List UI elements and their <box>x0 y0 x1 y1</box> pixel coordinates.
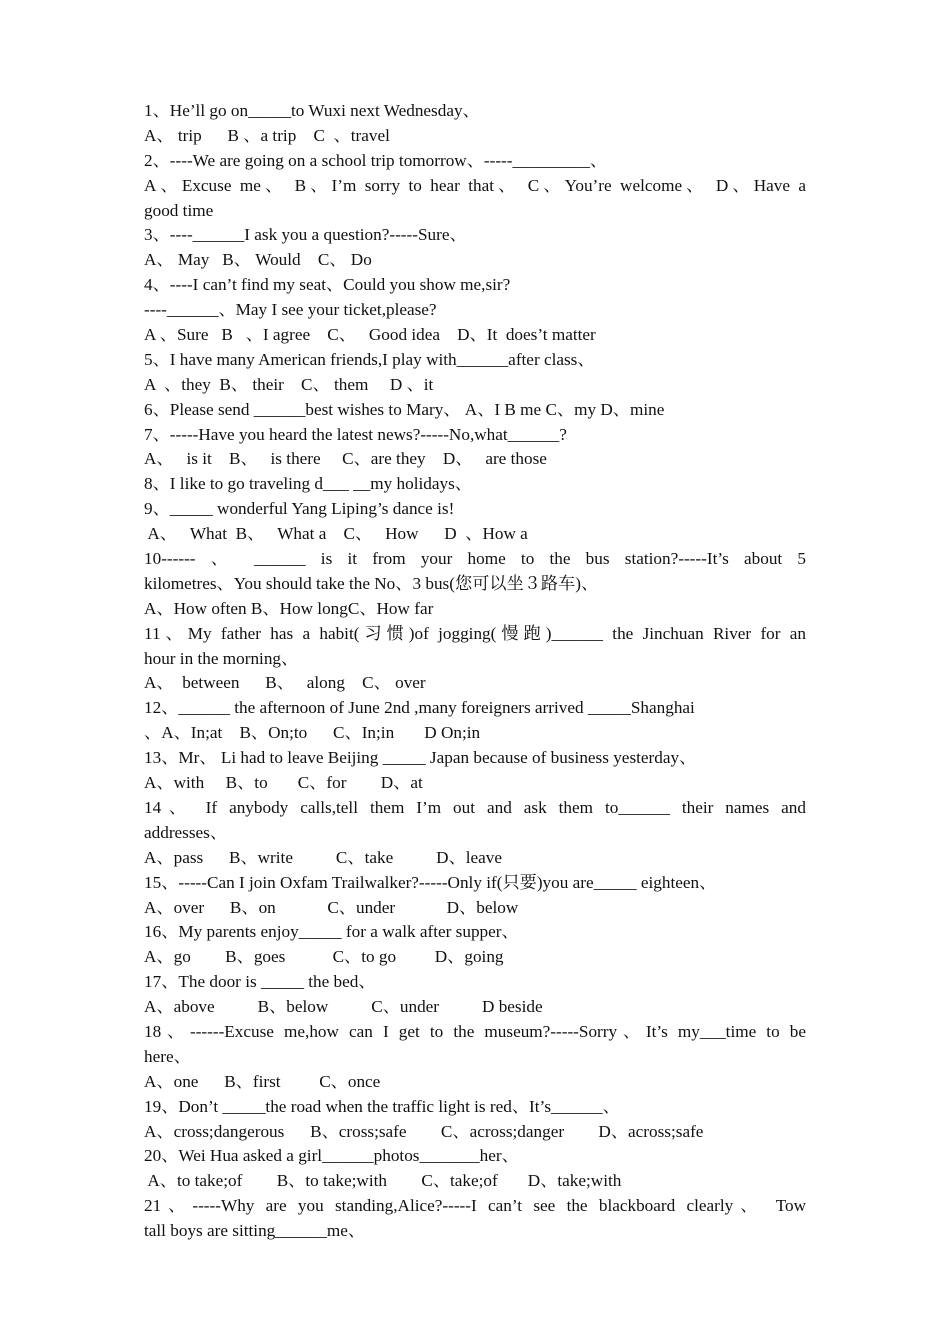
text-line: here、 <box>144 1046 191 1066</box>
text-line: A 、they B、 their C、 them D 、it <box>144 374 434 394</box>
text-line: A、one B、first C、once <box>144 1071 381 1091</box>
text-line: ----______、May I see your ticket,please? <box>144 300 437 320</box>
text-line: A、go B、goes C、to go D、going <box>144 947 504 967</box>
text-line: 16、My parents enjoy_____ for a walk after supper、 <box>144 922 519 942</box>
text-line: A、 between B、 along C、 over <box>144 673 426 693</box>
text-line: 20、Wei Hua asked a girl______photos_______her、 <box>144 1146 519 1166</box>
text-line: A、 May B、 Would C、 Do <box>144 250 372 270</box>
text-line: 4、----I can’t find my seat、Could you show me,sir? <box>144 275 511 295</box>
text-line: 9、_____ wonderful Yang Liping’s dance is! <box>144 499 455 519</box>
text-line: 15、-----Can I join Oxfam Trailwalker?-----Only if(只要)you are_____ eighteen、 <box>144 872 717 892</box>
text-line: A 、Sure B 、I agree C、 Good idea D、It does’t matter <box>144 325 596 345</box>
text-line: A、 is it B、 is there C、are they D、 are those <box>144 449 547 469</box>
text-line: A、 trip B 、a trip C 、travel <box>144 125 390 145</box>
text-line: 5、I have many American friends,I play with______after class、 <box>144 349 595 369</box>
text-line: 13、Mr、 Li had to leave Beijing _____ Japan because of business yesterday、 <box>144 748 697 768</box>
text-line: 11、My father has a habit(习惯)of jogging(慢跑)______ the Jinchuan River for an <box>144 623 806 643</box>
text-line: tall boys are sitting______me、 <box>144 1221 366 1241</box>
text-line: A、How often B、How longC、How far <box>144 598 434 618</box>
document-page <box>144 99 806 1244</box>
text-line: 6、Please send ______best wishes to Mary、 A、I B me C、my D、mine <box>144 399 665 419</box>
text-line: 8、I like to go traveling d___ __my holidays、 <box>144 474 472 494</box>
text-line: 10------ 、 ______ is it from your home to the bus station?-----It’s about 5 <box>144 549 806 569</box>
text-line: 2、----We are going on a school trip tomorrow、-----_________、 <box>144 150 608 170</box>
text-line: addresses、 <box>144 822 228 842</box>
text-line: good time <box>144 200 214 220</box>
text-line: 14、 If anybody calls,tell them I’m out and ask them to______ their names and <box>144 797 806 817</box>
text-line: 1、He’ll go on_____to Wuxi next Wednesday、 <box>144 101 480 120</box>
text-line: 、A、In;at B、On;to C、In;in D On;in <box>144 723 481 743</box>
text-line: 18、------Excuse me,how can I get to the museum?-----Sorry、It’s my___time to be <box>144 1021 806 1041</box>
text-line: 12、______ the afternoon of June 2nd ,many foreigners arrived _____Shanghai <box>144 698 695 718</box>
text-line: A、pass B、write C、take D、leave <box>144 847 503 867</box>
text-line: A、 What B、 What a C、 How D 、How a <box>144 524 528 544</box>
text-line: 17、The door is _____ the bed、 <box>144 972 376 992</box>
text-line: A、over B、on C、under D、below <box>144 897 519 917</box>
text-line: A、cross;dangerous B、cross;safe C、across;danger D、across;safe <box>144 1121 704 1141</box>
text-line: 7、-----Have you heard the latest news?-----No,what______? <box>144 424 567 444</box>
text-line: A、to take;of B、to take;with C、take;of D、take;with <box>144 1171 622 1191</box>
text-line: A、above B、below C、under D beside <box>144 997 543 1017</box>
text-line: A、Excuse me、 B、I’m sorry to hear that、 C、You’re welcome、 D、Have a <box>144 175 806 195</box>
text-line: hour in the morning、 <box>144 648 299 668</box>
text-line: kilometres、You should take the No、3 bus(您可以坐３路车)、 <box>144 573 599 593</box>
text-line: 21、-----Why are you standing,Alice?-----I can’t see the blackboard clearly、 Tow <box>144 1196 806 1216</box>
text-line: A、with B、to C、for D、at <box>144 773 423 793</box>
text-line: 19、Don’t _____the road when the traffic light is red、It’s______、 <box>144 1096 620 1116</box>
text-line: 3、----______I ask you a question?-----Sure、 <box>144 225 467 245</box>
